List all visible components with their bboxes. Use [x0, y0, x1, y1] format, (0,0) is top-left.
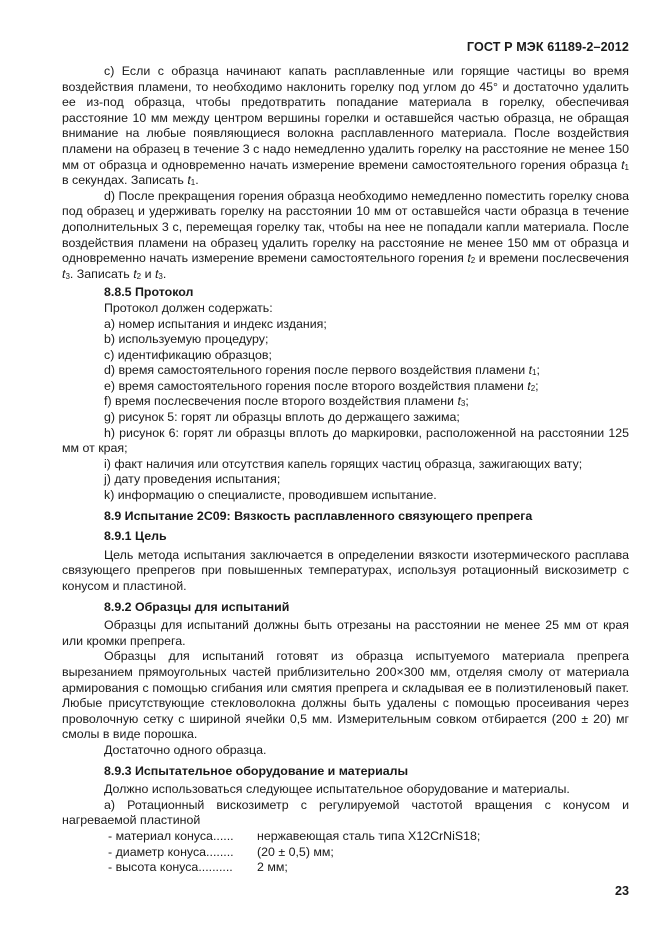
protocol-item-d: d) время самостоятельного горения после первого воздействия пламени $t_1$;: [104, 363, 540, 378]
section-8-9-1-text: Цель метода испытания заключается в определении вязкости изотермического расплава связующего препрегов при повышенных температурах, используя ротационный вискозиметр с конусом и пластиной.: [62, 547, 629, 593]
protocol-item-g: g) рисунок 5: горят ли образцы вплоть до держащего зажима;: [104, 410, 460, 425]
spec-key: - материал конуса......: [108, 828, 234, 843]
protocol-item-c: c) идентификацию образцов;: [104, 347, 272, 362]
protocol-item-e: e) время самостоятельного горения после второго воздействия пламени $t_2$;: [104, 378, 539, 393]
spec-value: 2 мм;: [257, 860, 288, 875]
section-8-9-1-heading: 8.9.1 Цель: [104, 529, 167, 544]
paragraph-c: c) Если с образца начинают капать расплавленные или горящие частицы во время воздействия пламени, то необходимо наклонить горелку под углом до 45° и достаточно удалить ее из-под образца, чтобы предотвратить попадание материала в горелку, обеспечивая расстояние 10 мм между центром вершины горелки и оставшейся частью образца, не обращая внимание на любые появляющиеся волокна расплавленного материала. После воздействия пламени на образец в течение 3 с надо немедленно удалить горелку на расстояние не менее 150 мм от образца и одновременно начать измерение времени самостоятельного горения образца $t_1$ в секундах. Записать $t_1$.: [62, 64, 629, 188]
protocol-item-i: i) факт наличия или отсутствия капель горящих частиц образца, зажигающих вату;: [104, 456, 583, 471]
section-8-9-2-heading: 8.9.2 Образцы для испытаний: [104, 599, 290, 614]
section-8-9-2-para-1: Образцы для испытаний должны быть отрезаны на расстоянии не менее 25 мм от края или кромки препрега.: [62, 618, 629, 648]
paragraph-d-text: d) После прекращения горения образца необходимо немедленно поместить горелку снова под образец и удерживать горелку на расстоянии 10 мм от оставшейся части образца в течение дополнительных 3 с, перемещая горелку так, чтобы на нее не попадали капли материала. После воздействия пламени на образец удалить горелку на расстояние не менее 150 мм от образца и одновременно начать измерение времени самостоятельного горения: [62, 188, 629, 266]
spec-value: (20 ± 0,5) мм;: [257, 844, 334, 859]
spec-key: - диаметр конуса........: [108, 844, 234, 859]
protocol-item-a: a) номер испытания и индекс издания;: [104, 316, 327, 331]
protocol-intro: Протокол должен содержать:: [104, 300, 273, 315]
protocol-item-h: h) рисунок 6: горят ли образцы вплоть до маркировки, расположенной на расстоянии 125 мм от края;: [62, 425, 629, 456]
spec-value: нержавеющая сталь типа X12CrNiS18;: [257, 828, 481, 843]
section-8-9-3-intro: Должно использоваться следующее испытательное оборудование и материалы.: [104, 782, 570, 797]
protocol-heading: 8.8.5 Протокол: [104, 285, 194, 300]
protocol-item-k: k) информацию о специалисте, проводившем испытание.: [104, 488, 437, 503]
protocol-item-f: f) время послесвечения после второго воздействия пламени $t_3$;: [104, 394, 469, 409]
section-8-9-heading: 8.9 Испытание 2С09: Вязкость расплавленного связующего препрега: [104, 508, 533, 523]
spec-row: [62, 845, 629, 861]
section-8-9-3-item-a: a) Ротационный вискозиметр с регулируемой частотой вращения с конусом и нагреваемой пластиной: [62, 797, 629, 828]
section-8-9-2-para-2: Образцы для испытаний готовят из образца испытуемого материала препрега вырезанием прямоугольных частей приблизительно 200×300 мм, отделяя смолу от материала армирования с помощью сгибания или смятия препрега и складывая ее в полиэтиленовый пакет. Любые присутствующие стекловолокна должны быть удалены с помощью просеивания через проволочную сетку с шириной ячейки 0,5 мм. Измерительным совком отбирается (200 ± 20) мг смолы в виде порошка.: [62, 649, 629, 742]
protocol-item-b: b) используемую процедуру;: [104, 332, 269, 347]
spec-row: [62, 860, 629, 876]
paragraph-d: d) После прекращения горения образца необходимо немедленно поместить горелку снова под образец и удерживать горелку на расстоянии 10 мм от оставшейся части образца в течение дополнительных 3 с, перемещая горелку так, чтобы на нее не попадали капли материала. После воздействия пламени на образец удалить горелку на расстояние не менее 150 мм от образца и одновременно начать измерение времени самостоятельного горения $t_2$ и времени послесвечения $t_3$. Записать $t_2$ и $t_3$.: [62, 188, 630, 281]
section-8-9-2-para-3: Достаточно одного образца.: [104, 742, 267, 757]
spec-key: - высота конуса..........: [108, 860, 233, 875]
page-number: 23: [614, 884, 629, 898]
protocol-item-j: j) дату проведения испытания;: [104, 472, 281, 487]
page-content: [62, 64, 629, 876]
paragraph-c-text: c) Если с образца начинают капать расплавленные или горящие частицы во время воздействия пламени, то необходимо наклонить горелку под углом до 45° и достаточно удалить ее из-под образца, чтобы предотвратить попадание материала в горелку, обеспечивая расстояние 10 мм между центром вершины горелки и оставшейся частью образца, не обращая внимание на любые появляющиеся волокна расплавленного материала. После воздействия пламени на образец в течение 3 с надо немедленно удалить горелку на расстояние не менее 150 мм от образца и одновременно начать измерение времени самостоятельного горения образца: [62, 64, 629, 172]
section-8-9-3-heading: 8.9.3 Испытательное оборудование и материалы: [104, 763, 409, 778]
spec-row: [62, 829, 629, 845]
document-header: ГОСТ Р МЭК 61189-2–2012: [466, 40, 629, 54]
